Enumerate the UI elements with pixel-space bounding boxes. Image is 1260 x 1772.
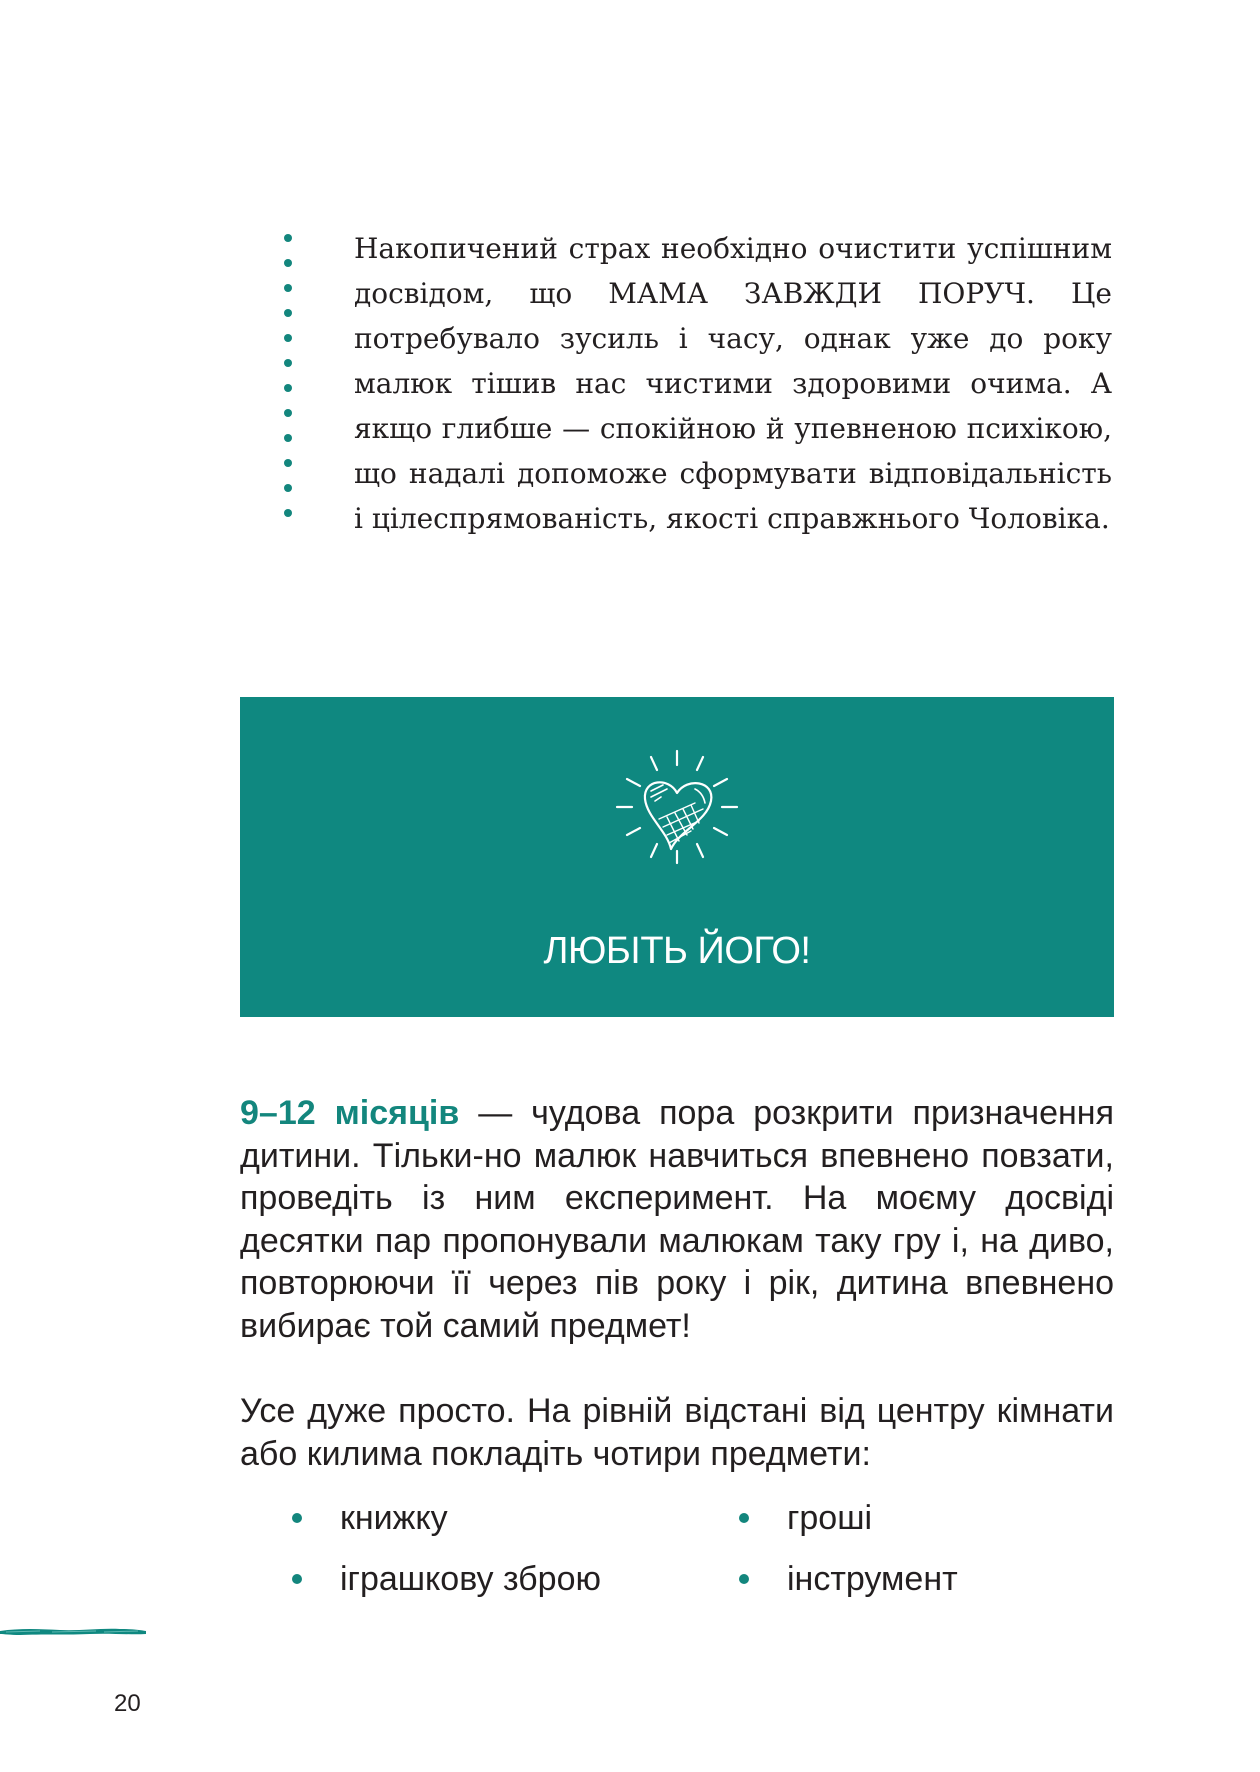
bullet-dot — [739, 1574, 749, 1584]
age-range-term: 9–12 місяців — [240, 1094, 460, 1132]
quote-block — [284, 226, 1114, 536]
page-number: 20 — [114, 1690, 141, 1717]
brush-stroke-divider — [0, 1623, 148, 1639]
dotted-rule — [284, 234, 296, 534]
bullet-dot — [739, 1513, 749, 1523]
paragraph-age-stage — [240, 1092, 1114, 1347]
paragraph-body: — чудова пора розкрити призначення дитини. Тільки-но малюк навчиться впевнено повзати, проведіть із ним експеримент. На моєму досвіді десятки пар пропонували малюкам таку гру і, на диво, повторюючи її через пів року і рік, дитина впевнено вибирає той самий предмет! — [240, 1094, 1114, 1345]
items-list: книжку гроші іграшкову зброю інструмент — [240, 1496, 1114, 1626]
paragraph-instructions: Усе дуже просто. На рівній відстані від центру кімнати або килима покладіть чотири предмети: — [240, 1392, 1114, 1473]
heart-rays-icon — [611, 745, 743, 877]
bullet-dot — [292, 1513, 302, 1523]
quote-text: Накопичений страх необхідно очистити успішним досвідом, що МАМА ЗАВЖДИ ПОРУЧ. Це потребувало зусиль і часу, однак уже до року малюк тішив нас чистими здоровими очима. А якщо глибше — спокійною й упевненою психікою, що надалі допоможе сформувати відповідальність і цілеспрямованість, якості справжнього Чоловіка. — [354, 232, 1112, 535]
callout-title: ЛЮБІТЬ ЙОГО! — [543, 930, 811, 972]
bullet-dot — [292, 1574, 302, 1584]
callout-banner — [240, 697, 1114, 1017]
